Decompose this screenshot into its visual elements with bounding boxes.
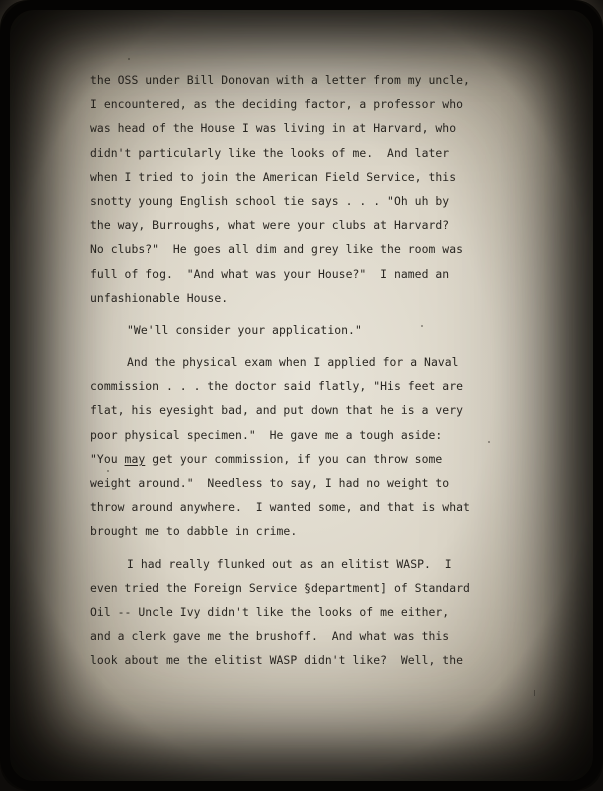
text-line: poor physical specimen." He gave me a tough aside: <box>90 427 443 442</box>
text-line: brought me to dabble in crime. <box>90 524 298 539</box>
text-line: the way, Burroughs, what were your clubs at Harvard? <box>90 218 450 233</box>
text-line: And the physical exam when I applied for a Naval <box>127 355 459 370</box>
text-line: unfashionable House. <box>90 290 229 305</box>
text-line: I encountered, as the deciding factor, a professor who <box>90 97 464 112</box>
text-line: I had really flunked out as an elitist WASP. I <box>127 556 452 571</box>
document-body <box>90 68 560 673</box>
text-line: throw around anywhere. I wanted some, and that is what <box>90 500 470 515</box>
paragraph <box>90 68 560 310</box>
text-line: didn't particularly like the looks of me. And later <box>90 145 450 160</box>
paragraph-gap <box>90 544 560 552</box>
text-line: look about me the elitist WASP didn't like? Well, the <box>90 653 464 668</box>
text-line: and a clerk gave me the brushoff. And what was this <box>90 629 450 644</box>
paper-speck <box>128 58 130 60</box>
text-line: even tried the Foreign Service §department] of Standard <box>90 580 470 595</box>
paragraph-gap <box>90 342 560 350</box>
paragraph <box>90 350 560 544</box>
text-line: Oil -- Uncle Ivy didn't like the looks of me either, <box>90 604 450 619</box>
text-line: snotty young English school tie says . . . "Oh uh by <box>90 193 450 208</box>
text-line: was head of the House I was living in at Harvard, who <box>90 121 457 136</box>
text-line: "We'll consider your application." <box>127 322 362 337</box>
text-line: weight around." Needless to say, I had no weight to <box>90 476 450 490</box>
paragraph-gap <box>90 310 560 318</box>
text-line: flat, his eyesight bad, and put down that he is a very <box>90 403 464 418</box>
text-line: full of fog. "And what was your House?" I named an <box>90 266 450 281</box>
paper-speck <box>534 690 535 696</box>
text-line-underlined: "You may get your commission, if you can throw some <box>90 451 443 466</box>
text-line: commission . . . the doctor said flatly, "His feet are <box>90 379 464 394</box>
text-line: No clubs?" He goes all dim and grey like the room was <box>90 242 464 257</box>
text-line: when I tried to join the American Field Service, this <box>90 169 457 184</box>
paragraph <box>90 552 560 673</box>
underlined-word: may <box>124 451 146 466</box>
text-line: the OSS under Bill Donovan with a letter from my uncle, <box>90 73 470 87</box>
paragraph <box>90 318 560 342</box>
